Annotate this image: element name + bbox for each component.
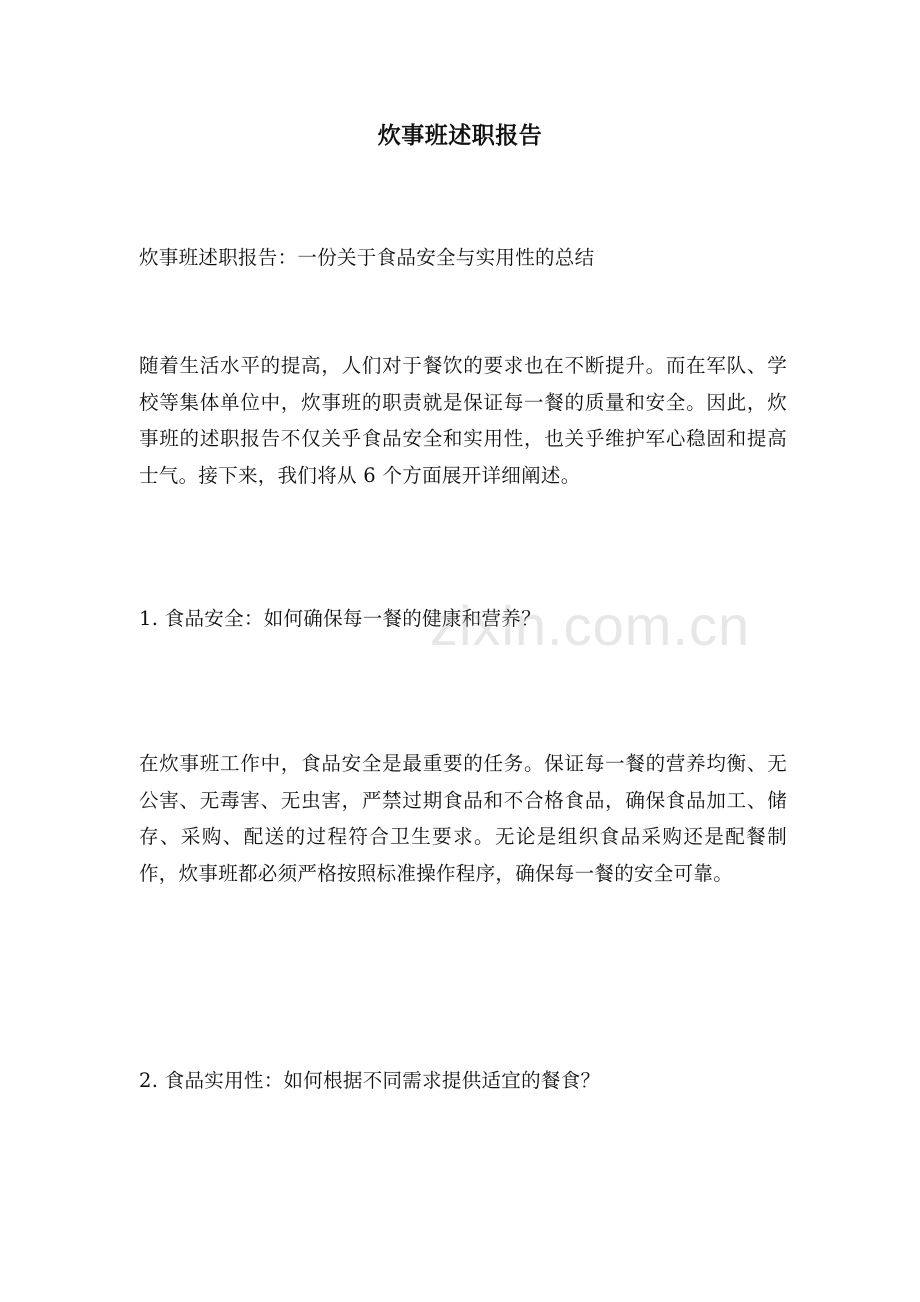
document-subtitle: 炊事班述职报告：一份关于食品安全与实用性的总结 (139, 246, 595, 269)
watermark: zixin.com.cn (430, 594, 751, 657)
section-1-body: 在炊事班工作中，食品安全是最重要的任务。保证每一餐的营养均衡、无公害、无毒害、无虫害，严禁过期食品和不合格食品，确保食品加工、储存、采购、配送的过程符合卫生要求。无论是组织食品采购还是配餐制作，炊事班都必须严格按照标准操作程序，确保每一餐的安全可靠。 (139, 752, 787, 885)
page-title: 炊事班述职报告 (377, 122, 543, 149)
section-2-heading: 2. 食品实用性：如何根据不同需求提供适宜的餐食？ (139, 1069, 601, 1092)
intro-paragraph: 随着生活水平的提高，人们对于餐饮的要求也在不断提升。而在军队、学校等集体单位中，炊事班的职责就是保证每一餐的质量和安全。因此，炊事班的述职报告不仅关乎食品安全和实用性，也关乎维护军心稳固和提高士气。接下来，我们将从 6 个方面展开详细阐述。 (139, 354, 787, 487)
section-1-heading: 1. 食品安全：如何确保每一餐的健康和营养？ (139, 607, 541, 630)
